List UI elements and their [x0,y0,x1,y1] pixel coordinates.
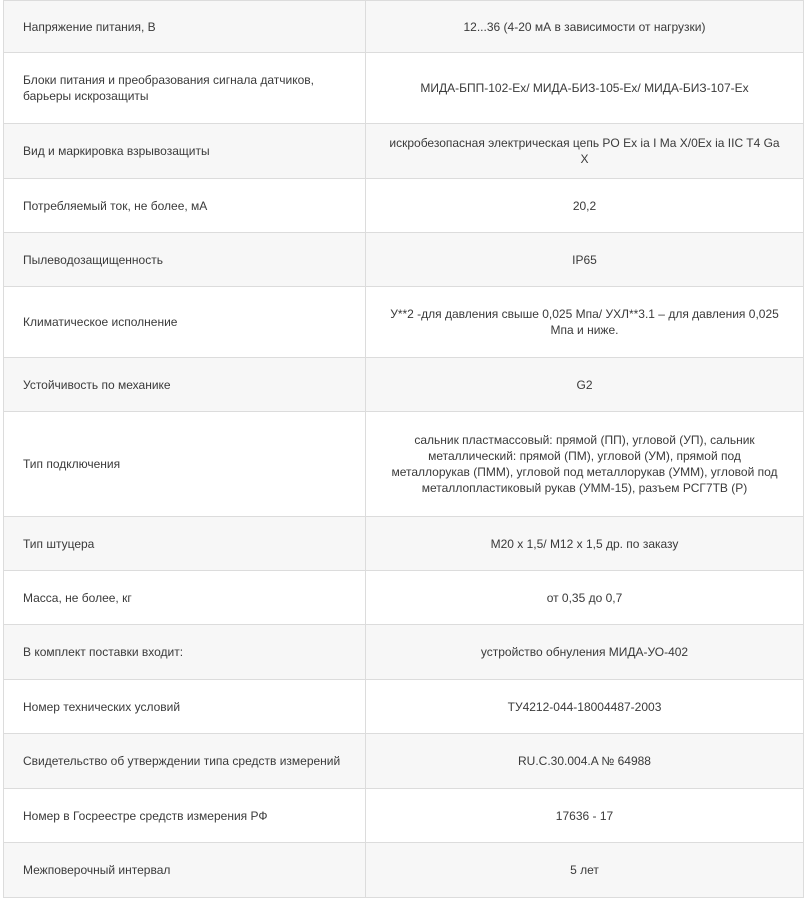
parameter-name: Межповерочный интервал [4,843,366,898]
specifications-table [3,0,804,898]
parameter-name: Потребляемый ток, не более, мА [4,179,366,233]
parameter-value: 5 лет [366,843,804,898]
table-row [4,179,804,233]
parameter-name: Номер в Госреестре средств измерения РФ [4,789,366,843]
table-row [4,517,804,571]
table-row [4,734,804,789]
parameter-value: устройство обнуления МИДА-УО-402 [366,625,804,680]
parameter-name: Номер технических условий [4,680,366,734]
parameter-value: У**2 -для давления свыше 0,025 Мпа/ УХЛ**3.1 – для давления 0,025 Мпа и ниже. [366,287,804,358]
parameter-value: от 0,35 до 0,7 [366,571,804,625]
table-row [4,233,804,287]
parameter-value: сальник пластмассовый: прямой (ПП), угловой (УП), сальник металлический: прямой (ПМ), угловой (УМ), прямой под металлорукав (ПММ), угловой под металлорукав (УММ), угловой под металлопластиковый рукав (УММ-15), разъем РСГ7ТВ (Р) [366,412,804,517]
parameter-value: 12...36 (4-20 мА в зависимости от нагрузки) [366,1,804,53]
parameter-name: В комплект поставки входит: [4,625,366,680]
parameter-name: Тип подключения [4,412,366,517]
parameter-name: Напряжение питания, В [4,1,366,53]
table-row [4,1,804,53]
parameter-name: Тип штуцера [4,517,366,571]
parameter-value: 17636 - 17 [366,789,804,843]
parameter-name: Пылеводозащищенность [4,233,366,287]
table-row [4,53,804,124]
parameter-name: Устойчивость по механике [4,358,366,412]
table-row [4,680,804,734]
parameter-value: искробезопасная электрическая цепь PO Ex ia I Ma X/0Ex ia IIC T4 Ga X [366,124,804,179]
table-row [4,571,804,625]
parameter-value: М20 х 1,5/ М12 х 1,5 др. по заказу [366,517,804,571]
table-row [4,124,804,179]
table-row [4,625,804,680]
parameter-value: RU.C.30.004.A № 64988 [366,734,804,789]
parameter-name: Вид и маркировка взрывозащиты [4,124,366,179]
parameter-value: МИДА-БПП-102-Ех/ МИДА-БИЗ-105-Ех/ МИДА-БИЗ-107-Ех [366,53,804,124]
parameter-value: G2 [366,358,804,412]
parameter-name: Климатическое исполнение [4,287,366,358]
table-row [4,843,804,898]
table-row [4,358,804,412]
table-row [4,287,804,358]
table-row [4,789,804,843]
parameter-name: Блоки питания и преобразования сигнала датчиков, барьеры искрозащиты [4,53,366,124]
parameter-value: IP65 [366,233,804,287]
parameter-name: Свидетельство об утверждении типа средств измерений [4,734,366,789]
table-row [4,412,804,517]
parameter-name: Масса, не более, кг [4,571,366,625]
parameter-value: 20,2 [366,179,804,233]
parameter-value: ТУ4212-044-18004487-2003 [366,680,804,734]
